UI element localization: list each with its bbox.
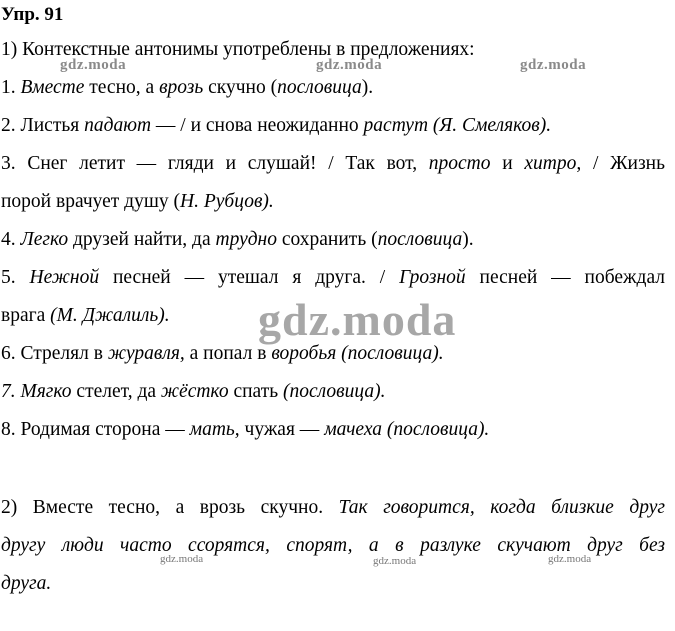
sentence-3-cont [1,190,274,214]
text-segment: — / и снова неожиданно [151,115,364,136]
text-segment: и [490,153,525,174]
italic-segment: растут (Я. Смеляков). [363,115,552,136]
watermark-2: gdz.moda [316,57,383,73]
text-segment: а попал в [184,343,272,364]
italic-segment: мать, [189,419,240,440]
italic-segment: Легко [20,229,69,250]
text-segment: 6. Стрелял в [1,343,108,364]
part1-intro: 1) Контекстные антонимы употреблены в предложениях: [1,39,475,60]
text-segment: 5. [1,267,30,288]
text-segment: друзей найти, да [68,229,216,250]
sentence-5 [1,266,665,290]
italic-segment: пословица [377,229,463,250]
watermark-4: gdz.moda [160,553,204,565]
italic-segment: падают [84,115,152,136]
sentence-1 [1,76,373,100]
text-segment: 1. [1,77,21,98]
text-segment: 3. Снег летит — гляди и слушай! / Так вот, [1,153,429,174]
italic-segment: Н. Рубцов). [180,191,274,212]
italic-segment: жёстко [160,381,229,402]
italic-segment: Так говорится, когда близкие друг [338,497,665,518]
text-segment: ). [462,229,474,250]
text-segment: врага [1,305,51,326]
text-segment: спать [228,381,283,402]
watermark-large: gdz.moda [258,294,457,345]
sentence-8 [1,418,489,442]
text-segment: 8. Родимая сторона — [1,419,190,440]
watermark-1: gdz.moda [60,57,127,73]
text-segment: тесно, а [84,77,160,98]
italic-segment: трудно [215,229,277,250]
text-segment: чужая — [239,419,325,440]
part2-line-1 [1,496,665,520]
italic-segment: воробья (пословица). [271,343,444,364]
italic-segment: (пословица). [282,381,386,402]
part2-line-3 [1,572,51,596]
italic-segment: 7. Мягко [1,381,72,402]
text-segment: скучно ( [203,77,278,98]
text-segment: 2. Листья [1,115,85,136]
italic-segment: Нежной [29,267,100,288]
text-segment: песней — побеждал [465,267,666,288]
watermark-5: gdz.moda [373,555,417,567]
sentence-7 [1,380,385,404]
italic-segment: (М. Джалиль). [50,305,170,326]
italic-segment: Грозной [399,267,466,288]
text-segment: порой врачует душу ( [1,191,180,212]
italic-segment: врозь [159,77,204,98]
italic-segment: другу люди часто ссорятся, спорят, а в разлуке скучают друг без [1,535,665,556]
sentence-4 [1,228,474,252]
text-segment: сохранить ( [276,229,378,250]
text-segment: ). [361,77,374,98]
text-segment: 4. [1,229,21,250]
text-segment: песней — утешал я друга. / [99,267,400,288]
italic-segment: журавля, [107,343,185,364]
italic-segment: Вместе [20,77,85,98]
text-segment: стелет, да [71,381,161,402]
watermark-6: gdz.moda [548,553,592,565]
sentence-2 [1,114,551,138]
watermark-3: gdz.moda [520,57,587,73]
exercise-title: Упр. 91 [1,4,64,25]
italic-segment: мачеха (пословица). [324,419,490,440]
italic-segment: просто [428,153,491,174]
sentence-3 [1,152,665,176]
sentence-5-cont [1,304,170,328]
italic-segment: хитро, [524,153,582,174]
italic-segment: пословица [277,77,362,98]
italic-segment: друга. [1,573,52,594]
text-segment: / Жизнь [581,153,666,174]
text-segment: 2) Вместе тесно, а врозь скучно. [1,497,339,518]
